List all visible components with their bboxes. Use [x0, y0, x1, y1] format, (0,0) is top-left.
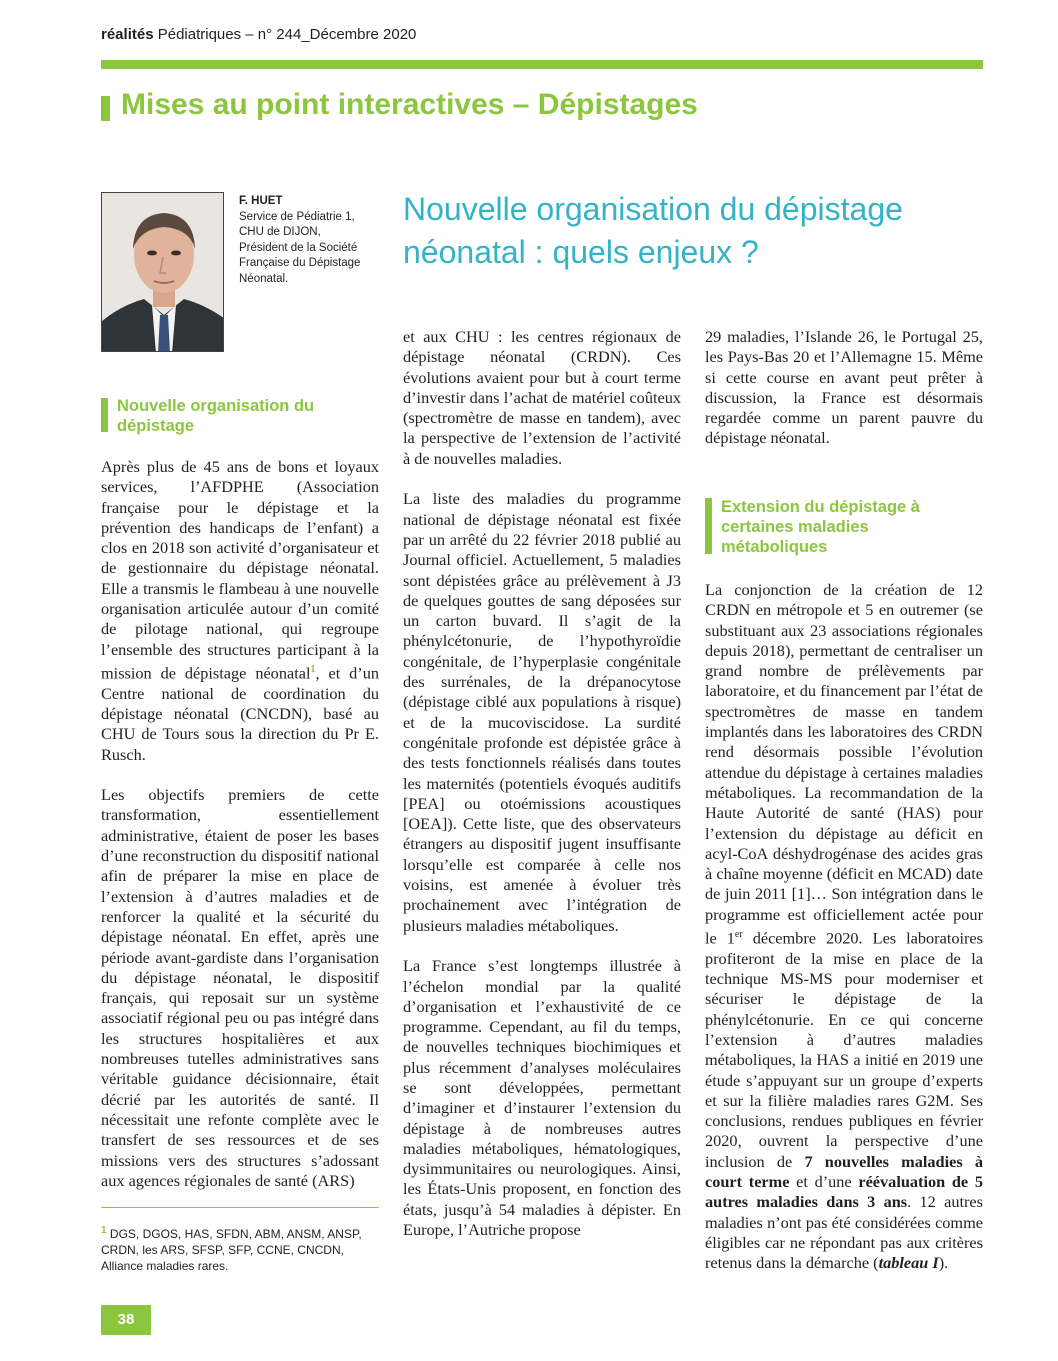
author-affiliation-line: Président de la Société: [239, 241, 358, 254]
subheading-extension-depistage: Extension du dépistage à certaines maladies métaboliques: [721, 498, 920, 556]
paragraph-text: décembre 2020. Les laboratoires profiteront de la mise en place de la technique MS-MS pour moderniser et sécuriser le dépistage de la phénylcétonurie. En ce qui concerne l’extension à d’autres maladies métaboliques, la HAS a initié en 2019 une étude s’appuyant sur un groupe d’experts et sur la filière maladies rares G2M. Ses conclusions, rendues publiques en février 2020, ouvrent la perspective d’une inclusion de: [705, 928, 983, 1171]
journal-name: réalités: [101, 26, 154, 43]
paragraph-text: , et d’un Centre national de coordination du dépistage néonatal (CNCDN), basé au CHU de Tours sous la direction du Pr E. Rusch.: [101, 663, 379, 764]
running-header: [101, 26, 416, 43]
paragraph: [705, 580, 983, 1274]
footnote: [101, 1223, 379, 1274]
paragraph: et aux CHU : les centres régionaux de dépistage néonatal (CRDN). Ces évolutions avaient pour but à court terme d’investir dans l’achat de matériel coûteux (spectromètre de masse en tandem), avec la perspective de l’extension de l’activité à de nouvelles maladies.: [403, 327, 681, 468]
footnote-text: DGS, DGOS, HAS, SFDN, ABM, ANSM, ANSP, CRDN, les ARS, SFSP, SFP, CCNE, CNCDN, Alliance maladies rares.: [101, 1227, 362, 1273]
section-bar-marker: [101, 96, 110, 121]
paragraph-text: Après plus de 45 ans de bons et loyaux services, l’AFDPHE (Association française pour le dépistage et la prévention des handicaps de l’enfant) a clos en 2018 son activité d’organisateur et de gestionnaire du dépistage néonatal. Elle a transmis le flambeau à une nouvelle organisation articulée autour d’un comité de pilotage national, qui regroupe l’ensemble des structures participant à la mission de dépistage néonatal: [101, 457, 379, 683]
paragraph-text: . 12 autres maladies n’ont pas été considérées comme éligibles car ne répondant pas aux critères retenus dans la démarche (: [705, 1192, 983, 1273]
author-affiliation-line: Service de Pédiatrie 1,: [239, 210, 355, 223]
author-affiliation-line: Française du Dépistage: [239, 257, 361, 269]
page-number: 38: [101, 1305, 151, 1335]
paragraph-text: ).: [938, 1253, 949, 1273]
journal-issue: Pédiatriques – n° 244_Décembre 2020: [157, 26, 417, 43]
paragraph: 29 maladies, l’Islande 26, le Portugal 25, les Pays-Bas 20 et l’Allemagne 15. Même si cette course en avant peut prêter à discussion, la France est désormais regardée comme un parent pauvre du dépistage néonatal.: [705, 327, 983, 448]
bold-text: 7 nouvelles maladies à court terme: [705, 1151, 984, 1192]
paragraph: Les objectifs premiers de cette transformation, essentiellement administrative, étaient de poser les bases d’une reconstruction du dispositif national afin de préparer la mise en place de l’extension à d’autres maladies et de renforcer la qualité et la sécurité du dépistage néonatal. En effet, après une période avant-gardiste dans l’organisation du dépistage néonatal, le dispositif français, qui reposait sur un système associatif régional peu ou pas intégré dans les structures hospitalières et aux nombreuses tutelles administratives sans véritable guidance décisionnaire, était décrié par les autorités de santé. Il nécessitait une refonte complète avec le transfert de ses ressources et de ses missions vers des structures s’adossant aux agences régionales de santé (ARS): [101, 785, 379, 1190]
paragraph: La France s’est longtemps illustrée à l’échelon mondial par la qualité d’organisation et l’exhaustivité de ce programme. Cependant, au fil du temps, de nouvelles techniques biochimiques et plus récemment d’analyses moléculaires se sont développées, permettant d’imaginer et d’instaurer l’extension du dépistage à de nombreuses autres maladies métaboliques, hématologiques, dysimmunitaires ou neurologiques. Ainsi, les États-Unis proposent, en fonction des états, jusqu’à 54 maladies à dépister. En Europe, l’Autriche propose: [403, 956, 681, 1240]
subheading-bar-marker: [705, 498, 712, 554]
author-block: [239, 194, 379, 287]
author-portrait-image: [102, 193, 224, 352]
footnote-ref: 1: [310, 663, 316, 675]
author-photo: [101, 192, 224, 352]
author-affiliation-line: Néonatal.: [239, 272, 289, 285]
paragraph: La liste des maladies du programme national de dépistage néonatal est fixée par un arrêté du 22 février 2018 publié au Journal officiel. Actuellement, 5 maladies sont dépistées grâce au prélèvement à J3 de quelques gouttes de sang déposées sur un carton buvard. Il s’agit de la phénylcétonurie, de l’hypothyroïdie congénitale, de l’hyperplasie congénitale des surrénales, de la drépanocytose (dépistage ciblé aux populations à risque) et de la mucoviscidose. La surdité congénitale profonde est dépistée grâce à des tests fonctionnels réalisés dans toutes les maternités (potentiels évoqués auditifs [PEA] ou otoémissions acoustiques [OEA]). Cette liste, que des observateurs étrangers au dispositif jugent insuffisante lorsqu’elle est comparée à celle nos voisins, est amenée à évoluer très prochainement avec l’intégration de plusieurs maladies métaboliques.: [403, 489, 681, 935]
bold-text: réévaluation de 5 autres maladies dans 3 ans: [705, 1172, 983, 1212]
superscript: er: [734, 929, 743, 941]
column-3-bottom: [705, 580, 983, 1274]
subheading-bar-marker: [101, 398, 108, 432]
footnote-rule: [101, 1207, 379, 1208]
paragraph-text: et d’une: [789, 1172, 859, 1192]
author-affiliation-line: CHU de DIJON,: [239, 226, 321, 238]
section-title: Mises au point interactives – Dépistages: [121, 88, 698, 121]
paragraph-text: La conjonction de la création de 12 CRDN en métropole et 5 en outremer (se substituant aux 23 associations régionales depuis 2018), permettant de centraliser un grand nombre de prélèvements par laboratoire, et du financement par l’état de spectromètres de masse en tandem implantés dans les laboratoires des CRDN rend désormais possible l’évolution attendue du dépistage à certaines maladies métaboliques. La recommandation de la Haute Autorité de santé (HAS) pour l’extension du dépistage au déficit en acyl-CoA déshydrogénase des acides gras à chaîne moyenne (déficit en MCAD) date de juin 2011 [1]… Son intégration dans le programme est officiellement actée pour le 1: [705, 580, 983, 948]
header-rule: [101, 60, 983, 69]
footnote-mark: 1: [101, 1225, 107, 1236]
column-3-top: [705, 327, 983, 449]
column-1: [101, 457, 379, 1191]
table-reference: tableau I: [878, 1253, 939, 1273]
author-name: F. HUET: [239, 195, 283, 207]
paragraph: [101, 457, 379, 765]
subheading-nouvelle-organisation: Nouvelle organisation du dépistage: [117, 397, 315, 435]
column-2: [403, 327, 681, 1240]
article-title: Nouvelle organisation du dépistage néonatal : quels enjeux ?: [403, 191, 903, 270]
